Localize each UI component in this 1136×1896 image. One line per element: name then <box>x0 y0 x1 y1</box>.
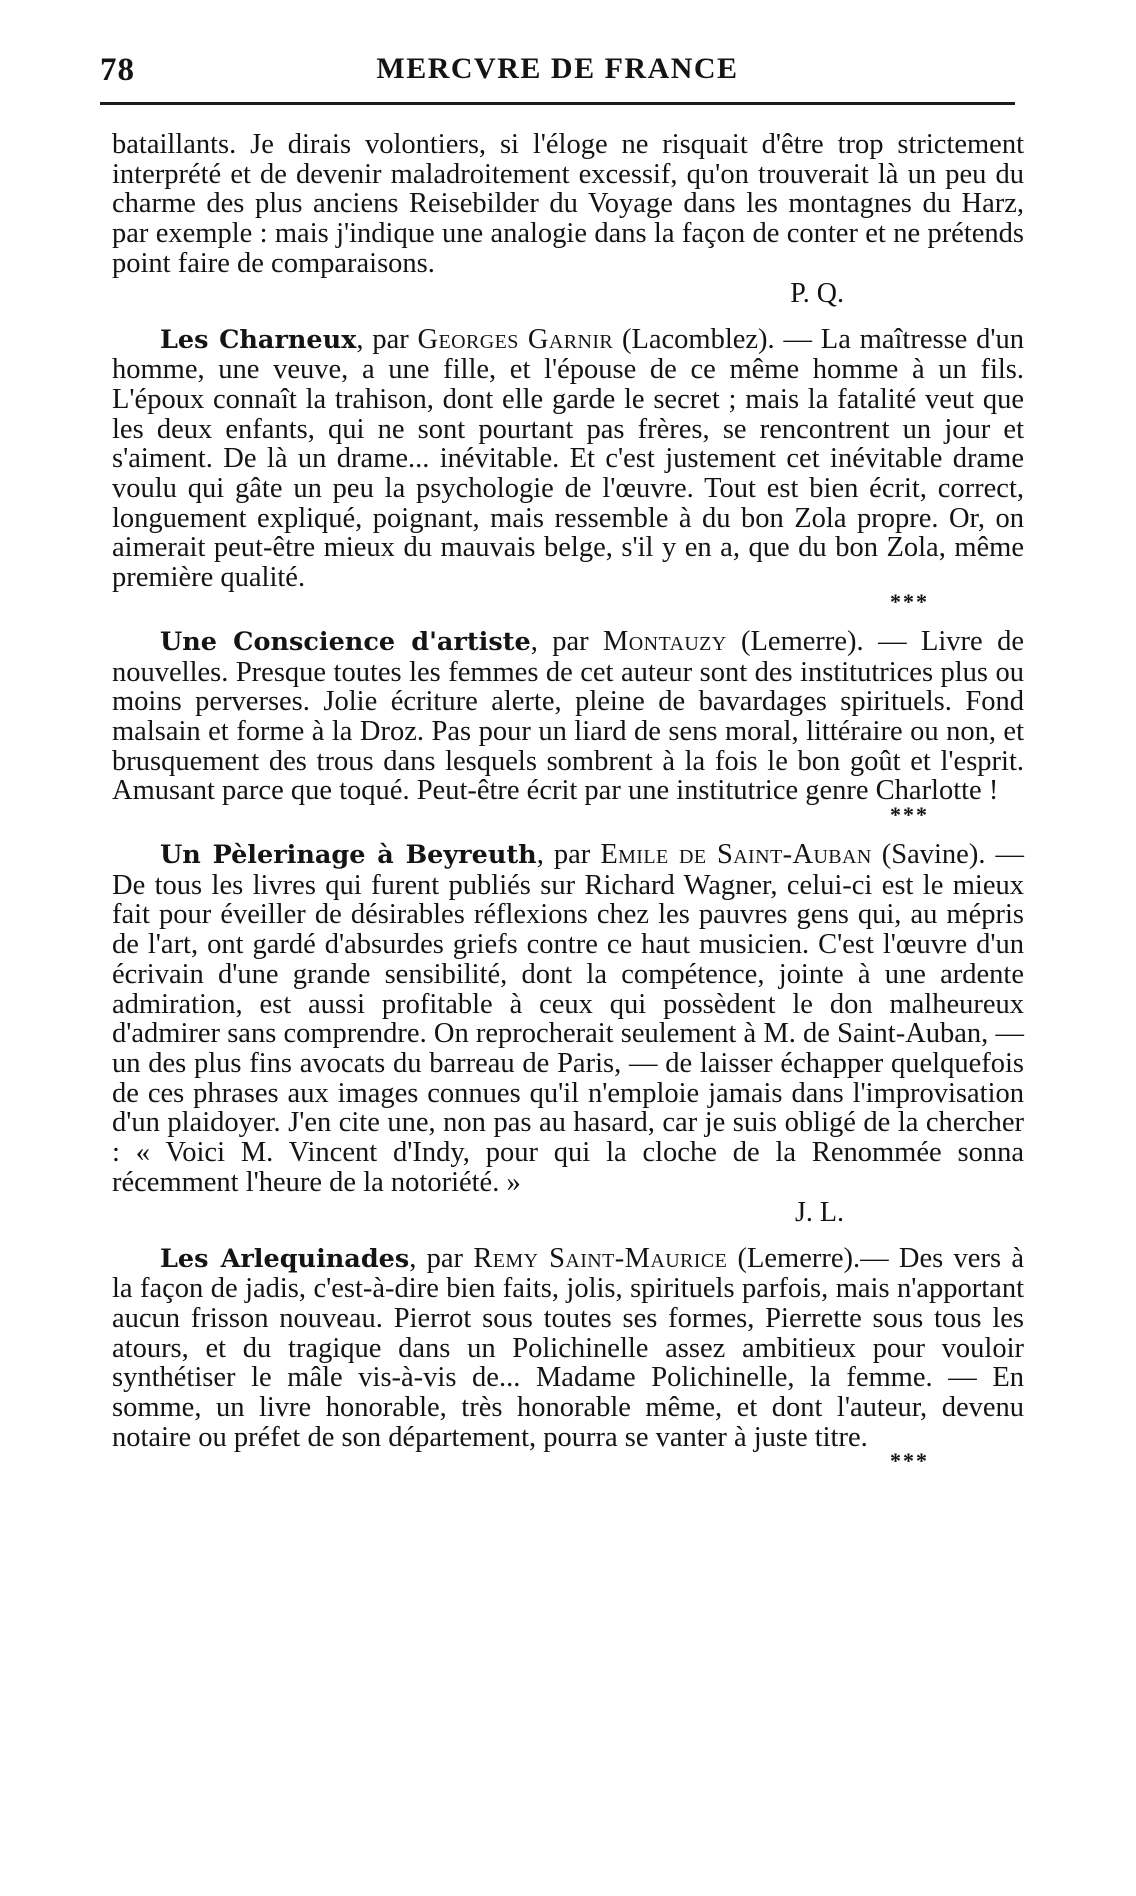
review-text: — Livre de nouvelles. Presque toutes les femmes de cet auteur sont des institutrices plus ou moins perverses. Jolie écriture alerte, pleine de bavardages spirituels. Fond malsain et forme à la Droz. Pas pour un liard de sens moral, littéraire ou non, et brusquement des trous dans lesquels sombrent à la fois le bon goût et l'esprit. Amusant parce que toqué. Peut-être écrit par une institutrice genre Charlotte ! <box>112 625 1025 807</box>
review-text: — La maîtresse d'un homme, une veuve, a une fille, et l'épouse de ce même homme à un fils. L'époux connaît la trahison, dont elle garde le secret ; mais la fatalité veut que les deux enfants, qui ne sont pourtant pas frères, se rencontrent un jour et s'aiment. De là un drame... inévitable. Et c'est justement cet inévitable drame voulu qui gâte un peu la psychologie de l'œuvre. Tout est bien écrit, correct, longuement expliqué, poignant, mais ressemble à du bon Zola propre. Or, on aimerait peut-être mieux du mauvais belge, s'il y en a, que du bon Zola, même première qualité. <box>112 323 1025 594</box>
review-signature: J. L. <box>795 1196 844 1228</box>
review-text: — De tous les livres qui furent publiés sur Richard Wagner, celui-ci est le mieux fait pour éveiller de désirables réflexions chez les pauvres gens qui, au mépris de l'art, ont gardé d'absurdes griefs contre ce haut musicien. C'est l'œuvre d'un écrivain d'une grande sensibilité, dont la compétence, jointe à une ardente admiration, est aussi profitable à ceux qui possèdent le don malheureux d'admirer sans comprendre. On reprocherait seulement à M. de Saint-Auban, — un des plus fins avocats du barreau de Paris, — de laisser échapper quelquefois de ces phrases aux images connues qu'il n'emploie jamais dans l'improvisation d'un plaidoyer. J'en cite une, non pas au hasard, car je suis obligé de la chercher : « Voici M. Vincent d'Indy, pour qui la cloche de la Renommée sonna récemment l'heure de la notoriété. » <box>112 839 1025 1198</box>
by-text: , par <box>530 625 604 657</box>
book-title: Les Arlequinades <box>160 1243 410 1274</box>
review-les-charneux <box>112 325 1024 593</box>
by-text: , par <box>409 1242 474 1274</box>
intro-signature: P. Q. <box>790 277 844 309</box>
book-publisher: (Lemerre). <box>727 1242 861 1274</box>
book-publisher: (Lemerre). <box>726 625 864 657</box>
book-title: Un Pèlerinage à Beyreuth <box>160 840 537 871</box>
book-publisher: (Savine). <box>871 839 986 871</box>
by-text: , par <box>536 839 601 871</box>
book-author: Emile de Saint-Auban <box>600 839 872 871</box>
review-un-pelerinage-a-beyreuth <box>112 840 1024 1197</box>
book-publisher: (Lacomblez). <box>613 323 775 355</box>
page-header <box>100 52 1015 96</box>
by-text: , par <box>356 323 418 355</box>
header-rule <box>100 102 1015 105</box>
review-signature: *** <box>890 588 929 614</box>
book-title: Les Charneux <box>160 324 357 355</box>
running-head: MERCVRE DE FRANCE <box>376 52 739 85</box>
review-une-conscience-d-artiste <box>112 627 1024 806</box>
book-author: Montauzy <box>603 625 727 657</box>
review-signature: *** <box>890 802 929 828</box>
intro-paragraph: bataillants. Je dirais volontiers, si l'éloge ne risquait d'être trop strictement interprété et de devenir maladroitement excessif, qu'on trouverait là un peu du charme des plus anciens Reisebilder du Voyage dans les montagnes du Harz, par exemple : mais j'indique une analogie dans la façon de conter et ne prétends point faire de comparaisons. <box>112 129 1024 279</box>
book-author: Remy Saint-Maurice <box>473 1242 728 1274</box>
review-text: — Des vers à la façon de jadis, c'est-à-dire bien faits, jolis, spirituels parfois, mais n'apportant aucun frisson nouveau. Pierrot sous toutes ses formes, Pierrette sous tous les atours, et du tragique dans un Polichinelle assez ambitieux pour vouloir synthétiser le mâle vis-à-vis de... Madame Polichinelle, la femme. — En somme, un livre honorable, très honorable même, et dont l'auteur, devenu notaire ou préfet de son département, pourra se vanter à juste titre. <box>112 1242 1024 1453</box>
page-number: 78 <box>100 52 135 88</box>
page-body <box>112 129 1025 1474</box>
book-author: Georges Garnir <box>417 323 614 355</box>
review-signature: *** <box>890 1448 929 1474</box>
book-title: Une Conscience d'artiste <box>160 626 531 657</box>
review-les-arlequinades <box>112 1244 1024 1453</box>
